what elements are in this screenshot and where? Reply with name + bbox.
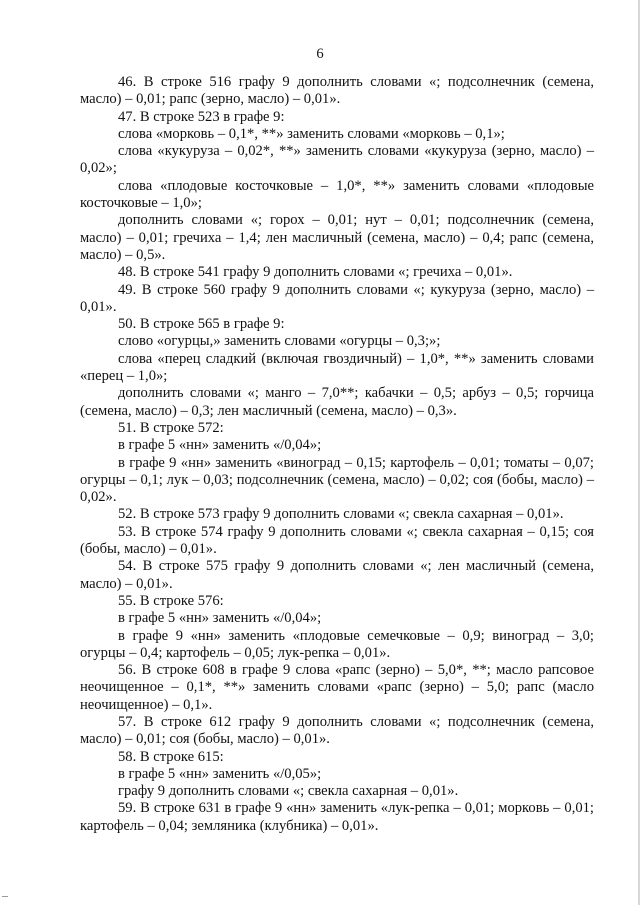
paragraph-58: 58. В строке 615: bbox=[118, 748, 224, 765]
paragraph-58-item-1: в графе 5 «нн» заменить «/0,05»; bbox=[118, 765, 322, 782]
paragraph-51-item-2: в графе 9 «нн» заменить «виноград – 0,15; картофель – 0,01; томаты – 0,07; огурцы – 0,1; лук – 0,03; подсолнечник (семена, масло) – 0,02; соя (бобы, масло) – 0,02». bbox=[80, 454, 594, 506]
paragraph-50-item-2: слова «перец сладкий (включая гвоздичный) – 1,0*, **» заменить словами «перец – 1,0»; bbox=[80, 350, 594, 385]
paragraph-58-item-2: графу 9 дополнить словами «; свекла сахарная – 0,01». bbox=[118, 783, 459, 800]
paragraph-55-item-2: в графе 9 «нн» заменить «плодовые семечковые – 0,9; виноград – 3,0; огурцы – 0,4; картофель – 0,05; лук-репка – 0,01». bbox=[80, 627, 594, 661]
paragraph-51-item-1: в графе 5 «нн» заменить «/0,04»; bbox=[118, 437, 322, 454]
paragraph-56: 56. В строке 608 в графе 9 слова «рапс (зерно) – 5,0*, **; масло рапсовое неочищенное – 0,1*, **» заменить словами «рапс (зерно) – 5,0; рапс (масло неочищенное) – 0,1». bbox=[80, 662, 594, 713]
paragraph-49: 49. В строке 560 графу 9 дополнить словами «; кукуруза (зерно, масло) – 0,01». bbox=[80, 281, 594, 315]
paragraph-47: 47. В строке 523 в графе 9: bbox=[118, 108, 285, 125]
paragraph-55-item-1: в графе 5 «нн» заменить «/0,04»; bbox=[118, 610, 322, 627]
page-number: 6 bbox=[316, 46, 324, 62]
paragraph-52: 52. В строке 573 графу 9 дополнить словами «; свекла сахарная – 0,01». bbox=[118, 506, 564, 523]
paragraph-53: 53. В строке 574 графу 9 дополнить словами «; свекла сахарная – 0,15; соя (бобы, масло) – 0,01». bbox=[80, 523, 594, 558]
paragraph-57: 57. В строке 612 графу 9 дополнить словами «; подсолнечник (семена, масло) – 0,01; соя (бобы, масло) – 0,01». bbox=[80, 713, 594, 748]
paragraph-47-item-4: дополнить словами «; горох – 0,01; нут – 0,01; подсолнечник (семена, масло) – 0,01; гречиха – 1,4; лен масличный (семена, масло) – 0,4; рапс (семена, масло) – 0,5». bbox=[80, 212, 594, 263]
paragraph-50-item-3: дополнить словами «; манго – 7,0**; кабачки – 0,5; арбуз – 0,5; горчица (семена, масло) – 0,3; лен масличный (семена, масло) – 0,3». bbox=[80, 385, 594, 419]
scan-mark bbox=[2, 896, 8, 897]
paragraph-48: 48. В строке 541 графу 9 дополнить словами «; гречиха – 0,01». bbox=[118, 264, 513, 281]
paragraph-55: 55. В строке 576: bbox=[118, 592, 224, 609]
paragraph-50: 50. В строке 565 в графе 9: bbox=[118, 316, 285, 333]
paragraph-47-item-3: слова «плодовые косточковые – 1,0*, **» заменить словами «плодовые косточковые – 1,0»; bbox=[80, 177, 594, 212]
paragraph-50-item-1: слово «огурцы,» заменить словами «огурцы – 0,3;»; bbox=[118, 333, 441, 350]
paragraph-51: 51. В строке 572: bbox=[118, 419, 224, 436]
paragraph-47-item-1: слова «морковь – 0,1*, **» заменить словами «морковь – 0,1»; bbox=[118, 125, 505, 142]
paragraph-47-item-2: слова «кукуруза – 0,02*, **» заменить словами «кукуруза (зерно, масло) – 0,02»; bbox=[80, 143, 594, 177]
paragraph-46: 46. В строке 516 графу 9 дополнить словами «; подсолнечник (семена, масло) – 0,01; рапс (зерно, масло) – 0,01». bbox=[80, 74, 594, 108]
document-body bbox=[80, 74, 594, 835]
paragraph-54: 54. В строке 575 графу 9 дополнить словами «; лен масличный (семена, масло) – 0,01». bbox=[80, 558, 594, 592]
paragraph-59: 59. В строке 631 в графе 9 «нн» заменить «лук-репка – 0,01; морковь – 0,01; картофель – 0,04; земляника (клубника) – 0,01». bbox=[80, 800, 594, 834]
